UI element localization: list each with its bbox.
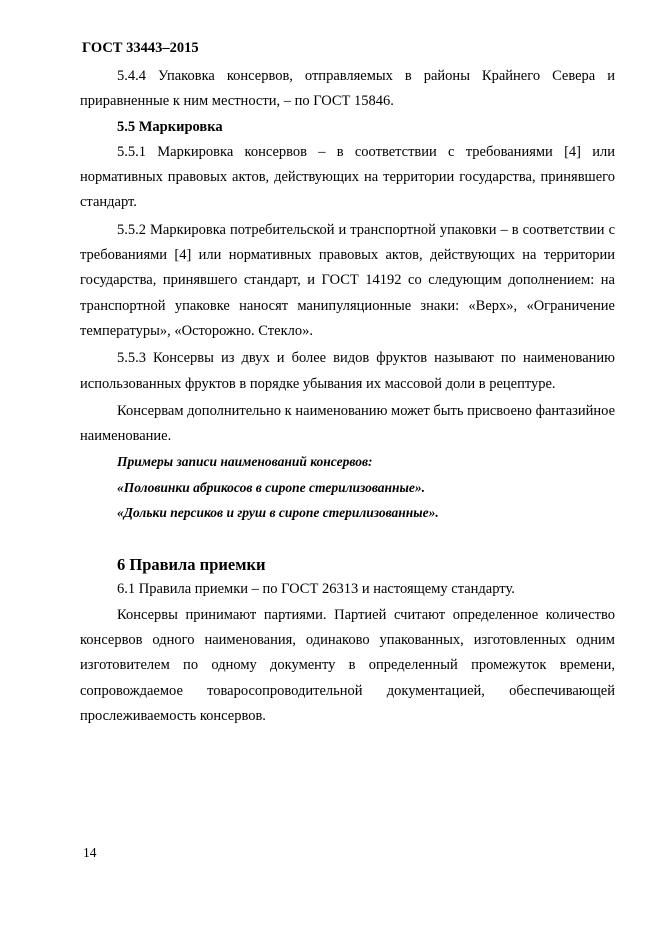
document-header-title: ГОСТ 33443–2015	[82, 40, 199, 56]
example-line-2: «Дольки персиков и груш в сиропе стерилизованные».	[117, 505, 439, 521]
examples-title: Примеры записи наименований консервов:	[117, 454, 373, 470]
page-number: 14	[83, 845, 97, 860]
paragraph-6-1: 6.1 Правила приемки – по ГОСТ 26313 и настоящему стандарту.	[117, 581, 515, 598]
section-heading-6: 6 Правила приемки	[117, 555, 266, 575]
paragraph-5-4-4: 5.4.4 Упаковка консервов, отправляемых в районы Крайнего Севера и приравненные к ним местности, – по ГОСТ 15846.	[80, 68, 615, 110]
paragraph-5-5-2: 5.5.2 Маркировка потребительской и транспортной упаковки – в соответствии с требованиями [4] или нормативных правовых актов, действующих на территории государства, принявшего стандарт, и ГОСТ 14192 со следующим дополнением: на транспортной упаковке наносят манипуляционные знаки: «Верх», «Ограничение температуры», «Осторожно. Стекло».	[80, 221, 615, 339]
example-line-1: «Половинки абрикосов в сиропе стерилизованные».	[117, 479, 426, 495]
paragraph-batch-definition: Консервы принимают партиями. Партией считают определенное количество консервов одного наименования, одинаково упакованных, изготовленных одним изготовителем по одному документу в определенный промежуток времени, сопровождаемое товаросопроводительной документацией, обеспечивающей прослеживаемость консервов.	[80, 606, 615, 724]
paragraph-5-5-3: 5.5.3 Консервы из двух и более видов фруктов называют по наименованию использованных фруктов в порядке убывания их массовой доли в рецептуре.	[80, 350, 615, 392]
document-body	[80, 64, 615, 729]
paragraph-fantasy-name: Консервам дополнительно к наименованию может быть присвоено фантазийное наименование.	[80, 402, 615, 445]
paragraph-5-5-1: 5.5.1 Маркировка консервов – в соответствии с требованиями [4] или нормативных правовых актов, действующих на территории государства, принявшего стандарт.	[80, 143, 615, 211]
subsection-heading-5-5: 5.5 Маркировка	[117, 118, 223, 135]
